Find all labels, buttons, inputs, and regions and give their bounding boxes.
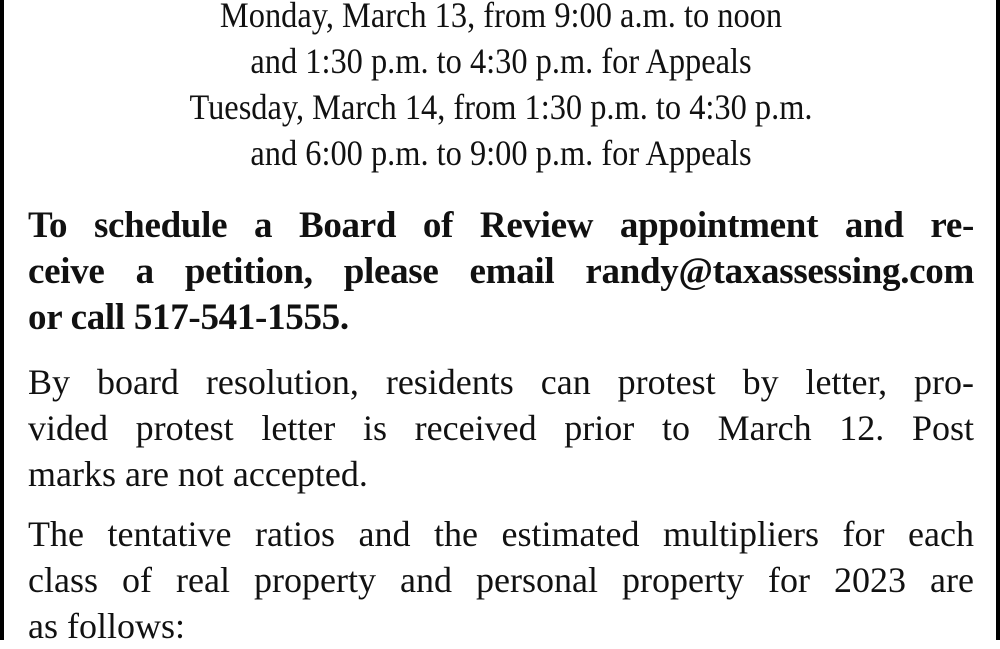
protest-line: marks are not accepted. [28, 454, 368, 494]
protest-paragraph [28, 359, 974, 497]
meeting-schedule [28, 0, 974, 176]
appointment-paragraph [28, 203, 974, 341]
appointment-line: ceive a petition, please email randy@taxassessing.com [28, 251, 974, 292]
ratios-paragraph [28, 511, 974, 649]
appointment-line: or call 517-541-1555. [28, 297, 349, 338]
schedule-line: and 6:00 p.m. to 9:00 p.m. for Appeals [250, 133, 752, 173]
protest-line: By board resolution, residents can protest by letter, pro- [28, 362, 974, 402]
notice-body [28, 0, 974, 649]
protest-line: vided protest letter is received prior to March 12. Post [28, 408, 974, 448]
schedule-line: Monday, March 13, from 9:00 a.m. to noon [219, 0, 783, 35]
page-border-left [0, 0, 4, 640]
schedule-line: Tuesday, March 14, from 1:30 p.m. to 4:30 p.m. [189, 87, 813, 127]
ratios-line: as follows: [28, 606, 185, 646]
page-border-right [996, 0, 1000, 640]
ratios-line: The tentative ratios and the estimated multipliers for each [28, 514, 974, 554]
appointment-line: To schedule a Board of Review appointment and re- [28, 205, 974, 246]
ratios-line: class of real property and personal property for 2023 are [28, 560, 974, 600]
schedule-line: and 1:30 p.m. to 4:30 p.m. for Appeals [250, 41, 752, 81]
